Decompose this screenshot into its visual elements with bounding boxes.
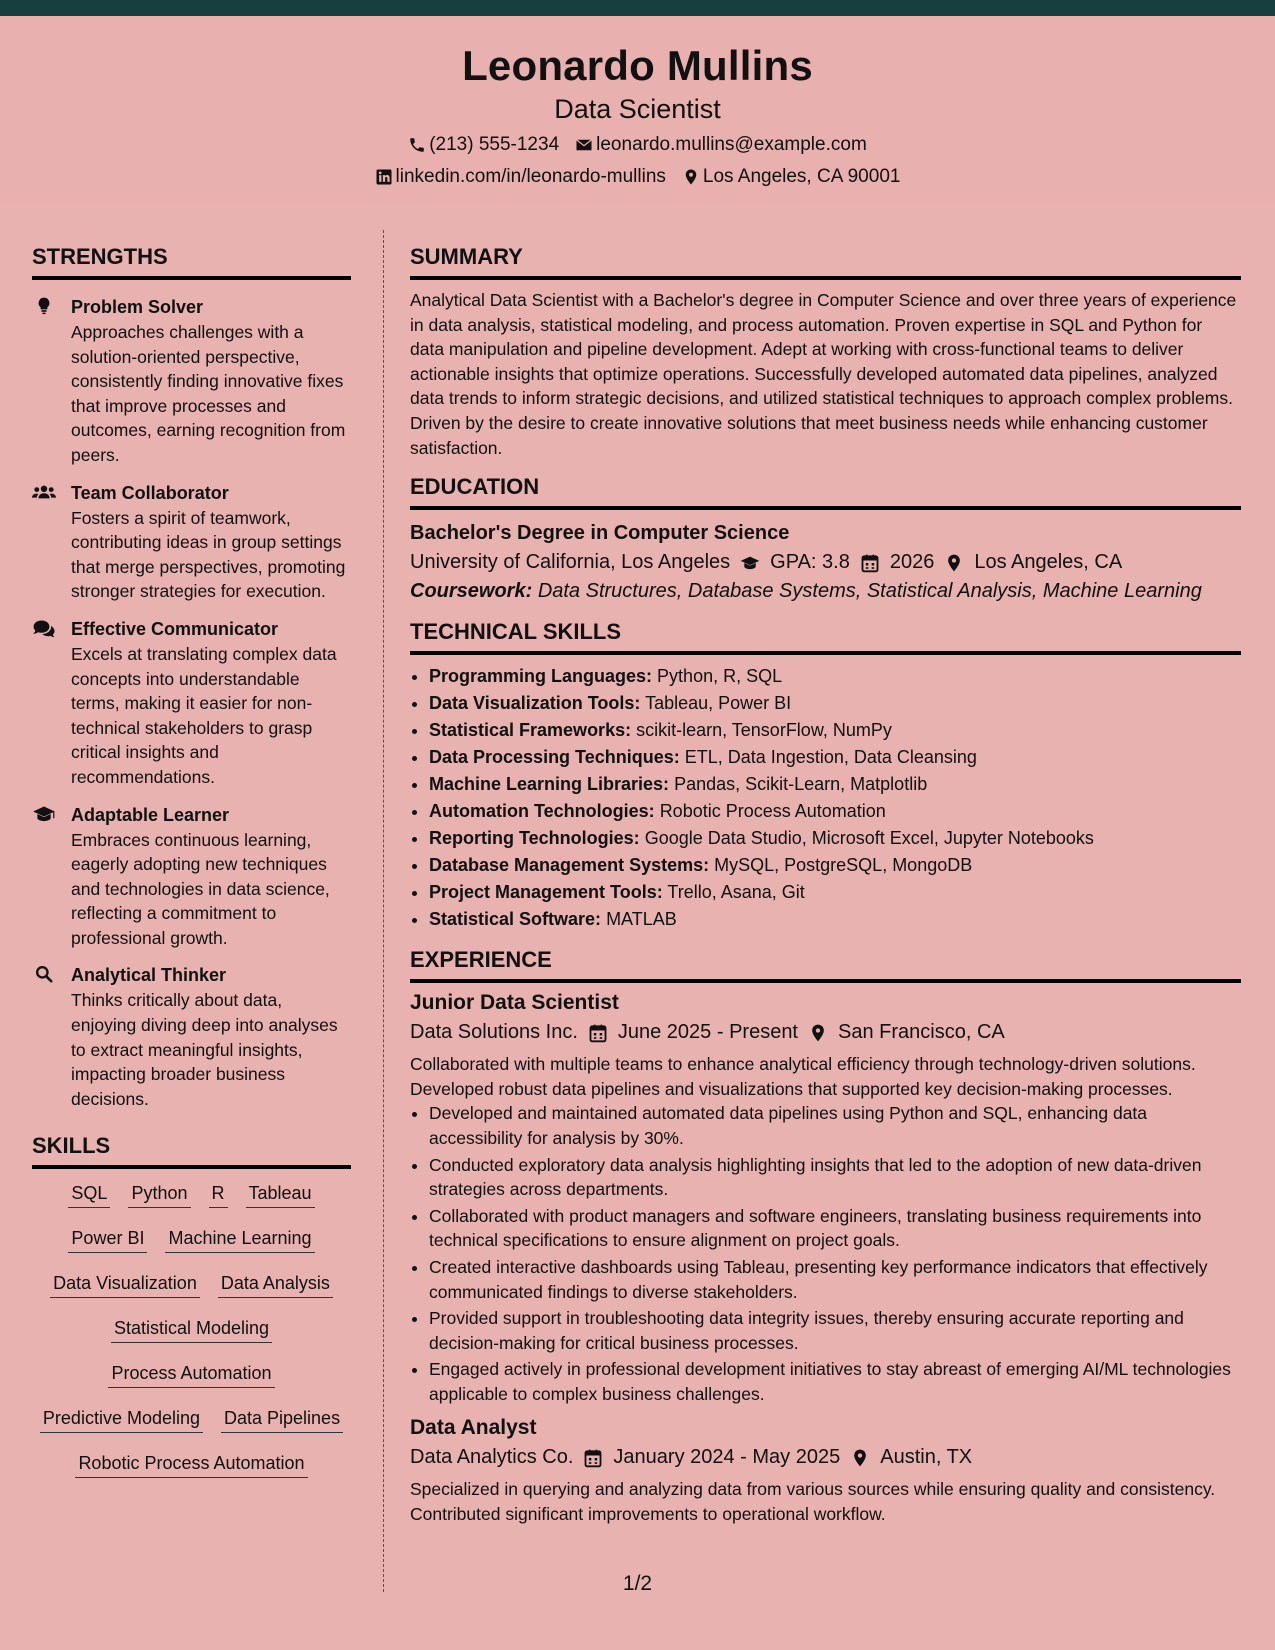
school-location: Los Angeles, CA [974, 551, 1123, 574]
skill-chip: Python [128, 1183, 190, 1208]
skill-chip: Data Pipelines [221, 1408, 343, 1433]
users-icon [32, 482, 56, 502]
job-meta [410, 1021, 1241, 1044]
job-description: Collaborated with multiple teams to enhance analytical efficiency through technology-driven solutions. Developed robust data pipelines and visualizations that supported key decision-making processes. [410, 1054, 1196, 1099]
chip-row [32, 1453, 351, 1498]
skill-values: Google Data Studio, Microsoft Excel, Jupyter Notebooks [644, 828, 1094, 849]
job-description: Specialized in querying and analyzing data from various sources while ensuring quality and consistency. Contributed significant improvements to operational workflow. [410, 1479, 1216, 1525]
gpa: GPA: 3.8 [770, 551, 850, 574]
strength-name: Effective Communicator [71, 618, 279, 639]
phone-icon [408, 136, 426, 154]
map-marker-icon [850, 1448, 870, 1468]
envelope-icon [575, 136, 593, 154]
phone-item [408, 134, 559, 156]
contact-row-1 [0, 134, 1275, 156]
skill-values: ETL, Data Ingestion, Data Cleansing [684, 747, 977, 768]
resume-header [0, 16, 1275, 204]
skill-chip: R [209, 1183, 228, 1208]
search-icon [32, 964, 56, 984]
strength-desc: Embraces continuous learning, eagerly adopting new techniques and technologies in data science, reflecting a commitment to professional growth. [71, 829, 330, 948]
job-location: San Francisco, CA [838, 1021, 1005, 1044]
coursework-list: Data Structures, Database Systems, Statistical Analysis, Machine Learning [537, 580, 1202, 603]
strength-desc: Excels at translating complex data concepts into understandable terms, making it easier for non-technical stakeholders to grasp critical insights and recommendations. [71, 643, 337, 787]
list-item [429, 798, 1241, 825]
lightbulb-icon [32, 296, 56, 316]
skill-category: Project Management Tools: [429, 882, 663, 903]
linkedin-icon [375, 168, 393, 186]
skill-chip: Tableau [246, 1183, 315, 1208]
skill-chip: SQL [68, 1183, 110, 1208]
skill-values: Python, R, SQL [657, 666, 783, 687]
summary-text: Analytical Data Scientist with a Bachelor's degree in Computer Science and over three years of experience in data analysis, statistical modeling, and process automation. Proven expertise in SQL and Python for data manipulation and pipeline development. Adept at working with cross-functional teams to deliver actionable insights that optimize operations. Successfully developed automated data pipelines, analyzed data trends to inform strategic decisions, and utilized statistical techniques to approach complex problems. Driven by the desire to create innovative solutions that meet business needs while enhancing customer satisfaction. [410, 290, 1237, 458]
skill-category: Reporting Technologies: [429, 828, 640, 849]
list-item [429, 852, 1241, 879]
list-item: • Collaborated with product managers and software engineers, translating business requirements into technical specifications to ensure alignment on project goals. [429, 1204, 1241, 1253]
company-name: Data Analytics Co. [410, 1446, 574, 1469]
skill-chip: Data Analysis [218, 1273, 333, 1298]
strength-item [32, 962, 351, 1111]
right-column [410, 244, 1241, 1527]
list-item: • Created interactive dashboards using Tableau, presenting key performance indicators that effectively communicated findings to diverse stakeholders. [429, 1255, 1241, 1304]
job-dates: January 2024 - May 2025 [613, 1446, 841, 1469]
email-text[interactable]: leonardo.mullins@example.com [596, 134, 867, 155]
page-number: 1/2 [622, 1572, 653, 1595]
skills-heading: SKILLS [32, 1133, 351, 1169]
location-item [682, 166, 901, 188]
skill-category: Machine Learning Libraries: [429, 774, 670, 795]
coursework-label: Coursework: [410, 580, 533, 603]
map-marker-icon [808, 1023, 828, 1043]
strength-desc: Thinks critically about data, enjoying diving deep into analyses to extract meaningful insights, impacting broader business decisions. [71, 990, 338, 1109]
chip-row [32, 1273, 351, 1318]
job-location: Austin, TX [880, 1446, 973, 1469]
strengths-heading: STRENGTHS [32, 244, 351, 280]
calendar-icon [588, 1023, 608, 1043]
left-column [32, 244, 351, 1498]
list-item: • Engaged actively in professional development initiatives to stay abreast of emerging AI/ML technologies applicable to complex business challenges. [429, 1357, 1241, 1406]
list-item [429, 906, 1241, 933]
job-title: Data Scientist [554, 94, 721, 124]
skill-chip: Process Automation [108, 1363, 274, 1388]
skill-values: MATLAB [606, 909, 677, 930]
strength-item [32, 480, 351, 604]
skill-values: Robotic Process Automation [659, 801, 886, 822]
skill-category: Database Management Systems: [429, 855, 710, 876]
list-item [429, 663, 1241, 690]
list-item [429, 771, 1241, 798]
strength-desc: Approaches challenges with a solution-oriented perspective, consistently finding innovative fixes that improve processes and outcomes, earning recognition from peers. [71, 322, 346, 465]
calendar-icon [860, 553, 880, 573]
chip-row [32, 1318, 351, 1363]
education-details [410, 551, 1241, 574]
chip-row [32, 1363, 351, 1408]
list-item [429, 717, 1241, 744]
strength-name: Team Collaborator [71, 482, 229, 503]
skill-chip: Robotic Process Automation [75, 1453, 307, 1478]
chip-row [32, 1408, 351, 1453]
job-title: Junior Data Scientist [410, 991, 619, 1015]
skill-values: MySQL, PostgreSQL, MongoDB [714, 855, 973, 876]
skills-chips [32, 1183, 351, 1498]
strength-item [32, 616, 351, 790]
list-item [429, 744, 1241, 771]
list-item: • Provided support in troubleshooting data integrity issues, thereby ensuring accurate reporting and decision-making for critical business processes. [429, 1306, 1241, 1355]
skill-chip: Power BI [68, 1228, 147, 1253]
strength-desc: Fosters a spirit of teamwork, contributing ideas in group settings that merge perspectives, promoting stronger strategies for execution. [71, 507, 346, 602]
job-title: Data Analyst [410, 1416, 537, 1440]
skill-category: Automation Technologies: [429, 801, 655, 822]
graduation-year: 2026 [889, 551, 935, 574]
company-name: Data Solutions Inc. [410, 1021, 578, 1044]
skill-values: Pandas, Scikit-Learn, Matplotlib [674, 774, 928, 795]
skill-chip: Statistical Modeling [111, 1318, 272, 1343]
list-item [429, 879, 1241, 906]
skill-category: Data Processing Techniques: [429, 747, 680, 768]
skill-category: Data Visualization Tools: [429, 693, 641, 714]
graduation-cap-icon [740, 553, 760, 573]
strength-name: Problem Solver [71, 297, 204, 317]
skill-category: Statistical Frameworks: [429, 720, 632, 741]
skill-values: scikit-learn, TensorFlow, NumPy [636, 720, 892, 741]
skill-category: Programming Languages: [429, 666, 653, 687]
linkedin-item[interactable] [375, 166, 666, 188]
email-item[interactable] [575, 134, 867, 156]
chip-row [32, 1183, 351, 1228]
phone-text: (213) 555-1234 [429, 134, 560, 155]
chip-row [32, 1228, 351, 1273]
strength-name: Adaptable Learner [71, 804, 230, 825]
column-divider [383, 230, 384, 1592]
map-marker-icon [682, 168, 700, 186]
calendar-icon [583, 1448, 603, 1468]
comments-icon [32, 618, 56, 638]
strength-item [32, 802, 351, 951]
list-item [429, 690, 1241, 717]
job-bullets [429, 1101, 1241, 1406]
candidate-name: Leonardo Mullins [462, 42, 813, 89]
linkedin-text[interactable]: linkedin.com/in/leonardo-mullins [395, 166, 666, 187]
degree-name: Bachelor's Degree in Computer Science [410, 522, 790, 545]
strength-name: Analytical Thinker [71, 965, 227, 986]
job-dates: June 2025 - Present [617, 1021, 798, 1044]
skill-category: Statistical Software: [429, 909, 602, 930]
technical-skills-list [429, 663, 1241, 933]
list-item [429, 825, 1241, 852]
skill-chip: Predictive Modeling [40, 1408, 203, 1433]
education-heading: EDUCATION [410, 474, 1241, 510]
location-text: Los Angeles, CA 90001 [702, 166, 901, 187]
coursework [410, 580, 1241, 603]
map-marker-icon [944, 553, 964, 573]
skill-chip: Machine Learning [165, 1228, 314, 1253]
summary-heading: SUMMARY [410, 244, 1241, 280]
contact-row-2 [0, 166, 1275, 188]
graduation-cap-icon [32, 804, 56, 824]
skill-values: Tableau, Power BI [645, 693, 792, 714]
job-meta [410, 1446, 1241, 1469]
list-item: • Conducted exploratory data analysis highlighting insights that led to the adoption of new data-driven strategies across departments. [429, 1153, 1241, 1202]
experience-heading: EXPERIENCE [410, 947, 1241, 983]
strength-item [32, 294, 351, 468]
top-accent-bar [0, 0, 1275, 16]
skill-values: Trello, Asana, Git [667, 882, 805, 903]
technical-skills-heading: TECHNICAL SKILLS [410, 619, 1241, 655]
school-name: University of California, Los Angeles [410, 551, 731, 574]
skill-chip: Data Visualization [50, 1273, 200, 1298]
list-item: • Developed and maintained automated data pipelines using Python and SQL, enhancing data accessibility for analysis by 30%. [429, 1101, 1241, 1150]
